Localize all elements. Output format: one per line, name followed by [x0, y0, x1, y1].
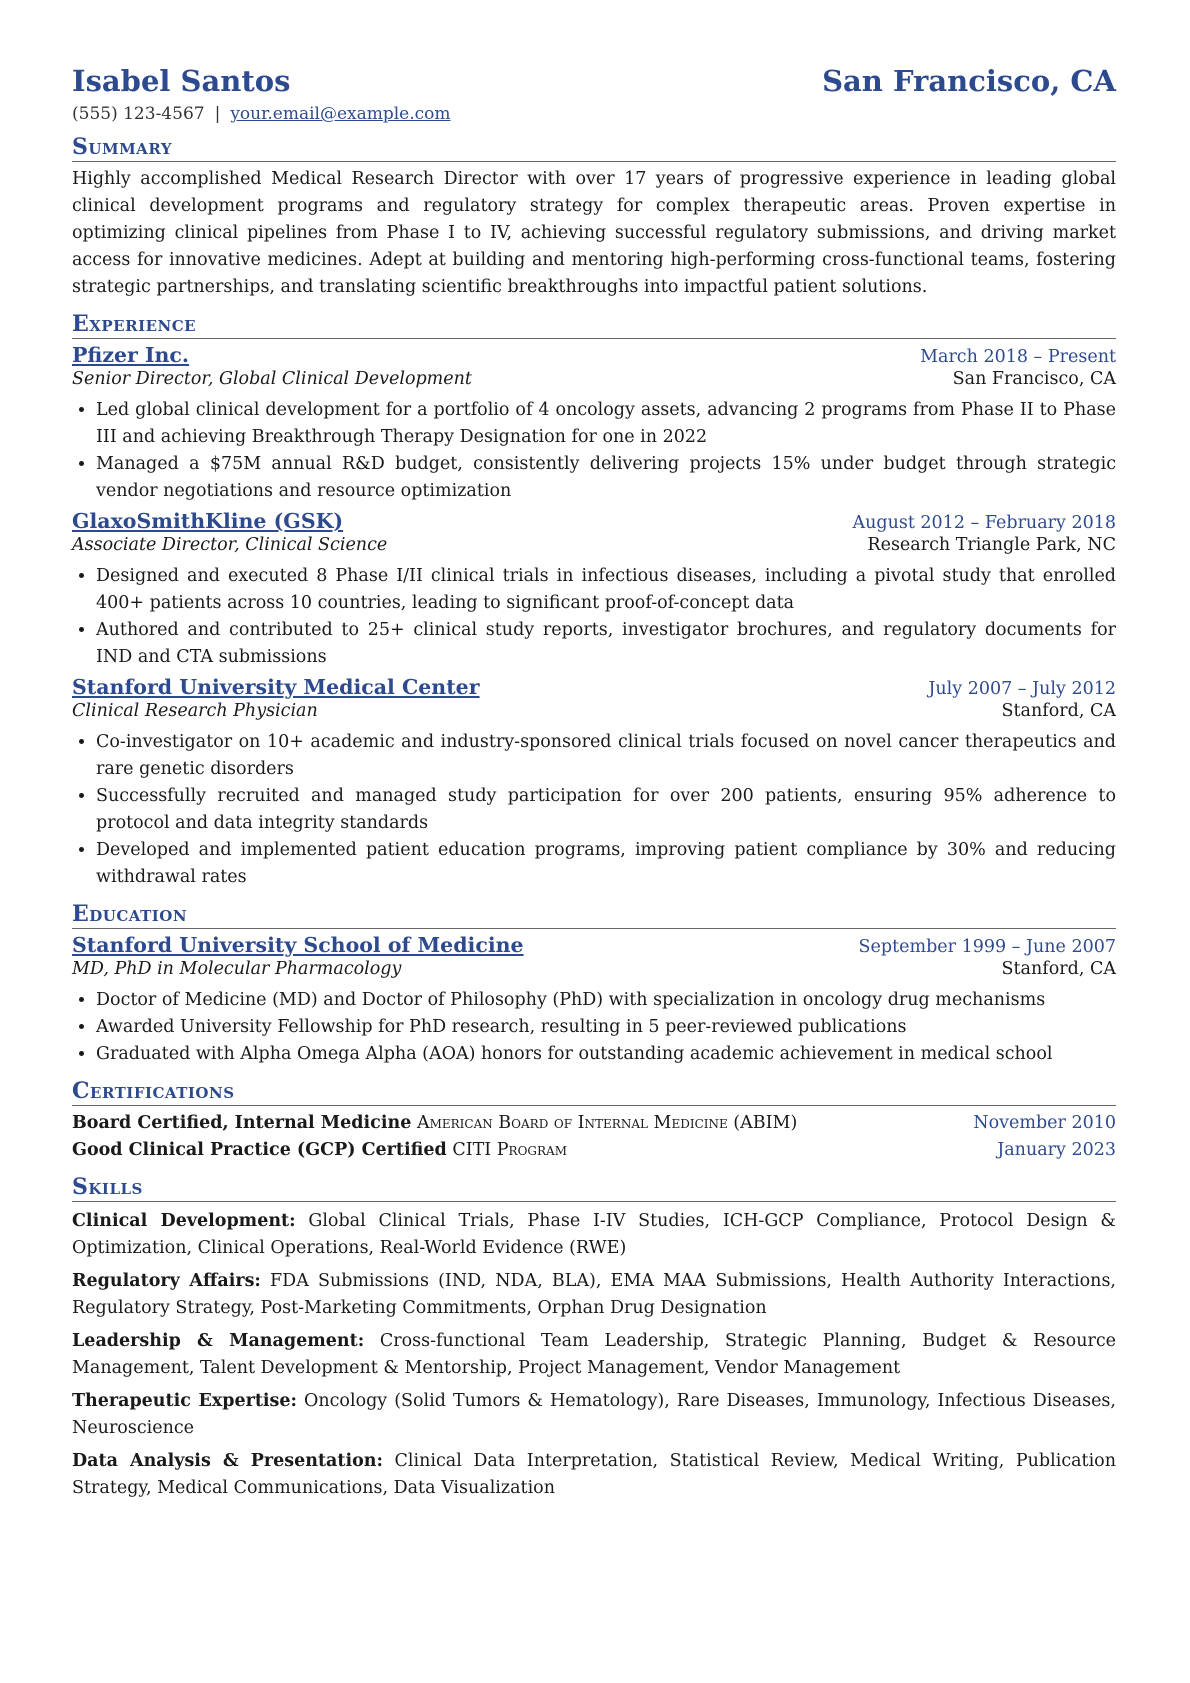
- skill-text: Global Clinical Trials, Phase I-IV Studies, ICH-GCP Compliance, Protocol Design & Optimization, Clinical Operations, Real-World Evidence (RWE): [72, 1211, 1116, 1258]
- bullet-list: [72, 397, 1116, 505]
- certification-issuer: CITI Program: [452, 1140, 567, 1160]
- certifications-list: [72, 1110, 1116, 1164]
- skill-label: Leadership & Management:: [72, 1331, 365, 1351]
- date-range: August 2012 – February 2018: [852, 513, 1116, 533]
- summary-heading: Summary: [72, 134, 1116, 162]
- skill-label: Data Analysis & Presentation:: [72, 1451, 383, 1471]
- skill-text: Cross-functional Team Leadership, Strategic Planning, Budget & Resource Management, Talent Development & Mentorship, Project Management, Vendor Management: [72, 1331, 1116, 1378]
- job-location: Research Triangle Park, NC: [867, 535, 1116, 555]
- experience-entry: [72, 343, 1116, 505]
- degree: MD, PhD in Molecular Pharmacology: [72, 959, 402, 979]
- education-entry: [72, 933, 1116, 1068]
- skills-heading: Skills: [72, 1174, 1116, 1202]
- header: [72, 64, 1116, 98]
- school-location: Stanford, CA: [1001, 959, 1116, 979]
- certification-name: Board Certified, Internal Medicine: [72, 1113, 412, 1133]
- education-heading: Education: [72, 901, 1116, 929]
- bullet-item: • Co-investigator on 10+ academic and industry-sponsored clinical trials focused on novel cancer therapeutics and rare genetic disorders: [96, 729, 1116, 783]
- certification-item: [72, 1137, 1116, 1164]
- organization-name[interactable]: Pfizer Inc.: [72, 343, 190, 367]
- certification-date: January 2023: [997, 1140, 1116, 1160]
- skill-group: [72, 1448, 1116, 1502]
- candidate-name: Isabel Santos: [72, 64, 291, 98]
- email-link[interactable]: your.email@example.com: [230, 104, 451, 124]
- skill-group: [72, 1208, 1116, 1262]
- candidate-location: San Francisco, CA: [822, 64, 1116, 98]
- skill-group: [72, 1268, 1116, 1322]
- job-title: Associate Director, Clinical Science: [72, 535, 388, 555]
- experience-entry: [72, 509, 1116, 671]
- bullet-item: • Designed and executed 8 Phase I/II clinical trials in infectious diseases, including a pivotal study that enrolled 400+ patients across 10 countries, leading to significant proof-of-concept data: [96, 563, 1116, 617]
- bullet-item: • Managed a $75M annual R&D budget, consistently delivering projects 15% under budget through strategic vendor negotiations and resource optimization: [96, 451, 1116, 505]
- job-location: San Francisco, CA: [952, 369, 1116, 389]
- bullet-item: • Developed and implemented patient education programs, improving patient compliance by 30% and reducing withdrawal rates: [96, 837, 1116, 891]
- bullet-item: • Awarded University Fellowship for PhD research, resulting in 5 peer-reviewed publications: [96, 1014, 1116, 1041]
- job-title: Senior Director, Global Clinical Development: [72, 369, 472, 389]
- job-location: Stanford, CA: [1001, 701, 1116, 721]
- bullet-item: • Doctor of Medicine (MD) and Doctor of Philosophy (PhD) with specialization in oncology drug mechanisms: [96, 987, 1116, 1014]
- bullet-item: • Authored and contributed to 25+ clinical study reports, investigator brochures, and regulatory documents for IND and CTA submissions: [96, 617, 1116, 671]
- contact-line: [72, 104, 1116, 124]
- organization-name[interactable]: Stanford University Medical Center: [72, 675, 480, 699]
- certifications-heading: Certifications: [72, 1078, 1116, 1106]
- skill-text: Oncology (Solid Tumors & Hematology), Rare Diseases, Immunology, Infectious Diseases, Neuroscience: [72, 1391, 1116, 1438]
- school-name[interactable]: Stanford University School of Medicine: [72, 933, 524, 957]
- organization-name[interactable]: GlaxoSmithKline (GSK): [72, 509, 344, 533]
- skill-group: [72, 1388, 1116, 1442]
- date-range: July 2007 – July 2012: [928, 679, 1116, 699]
- skill-text: FDA Submissions (IND, NDA, BLA), EMA MAA Submissions, Health Authority Interactions, Regulatory Strategy, Post-Marketing Commitments, Orphan Drug Designation: [72, 1271, 1116, 1318]
- bullet-item: • Successfully recruited and managed study participation for over 200 patients, ensuring 95% adherence to protocol and data integrity standards: [96, 783, 1116, 837]
- bullet-list: [72, 729, 1116, 891]
- experience-heading: Experience: [72, 311, 1116, 339]
- certification-date: November 2010: [973, 1113, 1116, 1133]
- skill-label: Clinical Development:: [72, 1211, 296, 1231]
- job-title: Clinical Research Physician: [72, 701, 318, 721]
- summary-text: Highly accomplished Medical Research Director with over 17 years of progressive experience in leading global clinical development programs and regulatory strategy for complex therapeutic areas. Proven expertise in optimizing clinical pipelines from Phase I to IV, achieving successful regulatory submissions, and driving market access for innovative medicines. Adept at building and mentoring high-performing cross-functional teams, fostering strategic partnerships, and translating scientific breakthroughs into impactful patient solutions.: [72, 169, 1116, 297]
- certification-name: Good Clinical Practice (GCP) Certified: [72, 1140, 447, 1160]
- bullet-item: • Led global clinical development for a portfolio of 4 oncology assets, advancing 2 programs from Phase II to Phase III and achieving Breakthrough Therapy Designation for one in 2022: [96, 397, 1116, 451]
- date-range: March 2018 – Present: [920, 347, 1116, 367]
- bullet-list: [72, 987, 1116, 1068]
- skill-text: Clinical Data Interpretation, Statistical Review, Medical Writing, Publication Strategy, Medical Communications, Data Visualization: [72, 1451, 1116, 1498]
- date-range: September 1999 – June 2007: [858, 937, 1116, 957]
- skills-list: [72, 1208, 1116, 1502]
- skill-label: Therapeutic Expertise:: [72, 1391, 297, 1411]
- phone-number: (555) 123-4567: [72, 104, 205, 124]
- certification-issuer: American Board of Internal Medicine (ABIM): [416, 1113, 798, 1133]
- certification-item: [72, 1110, 1116, 1137]
- experience-entry: [72, 675, 1116, 891]
- skill-label: Regulatory Affairs:: [72, 1271, 261, 1291]
- skill-group: [72, 1328, 1116, 1382]
- bullet-item: • Graduated with Alpha Omega Alpha (AOA) honors for outstanding academic achievement in medical school: [96, 1041, 1116, 1068]
- bullet-list: [72, 563, 1116, 671]
- contact-separator: |: [214, 104, 221, 124]
